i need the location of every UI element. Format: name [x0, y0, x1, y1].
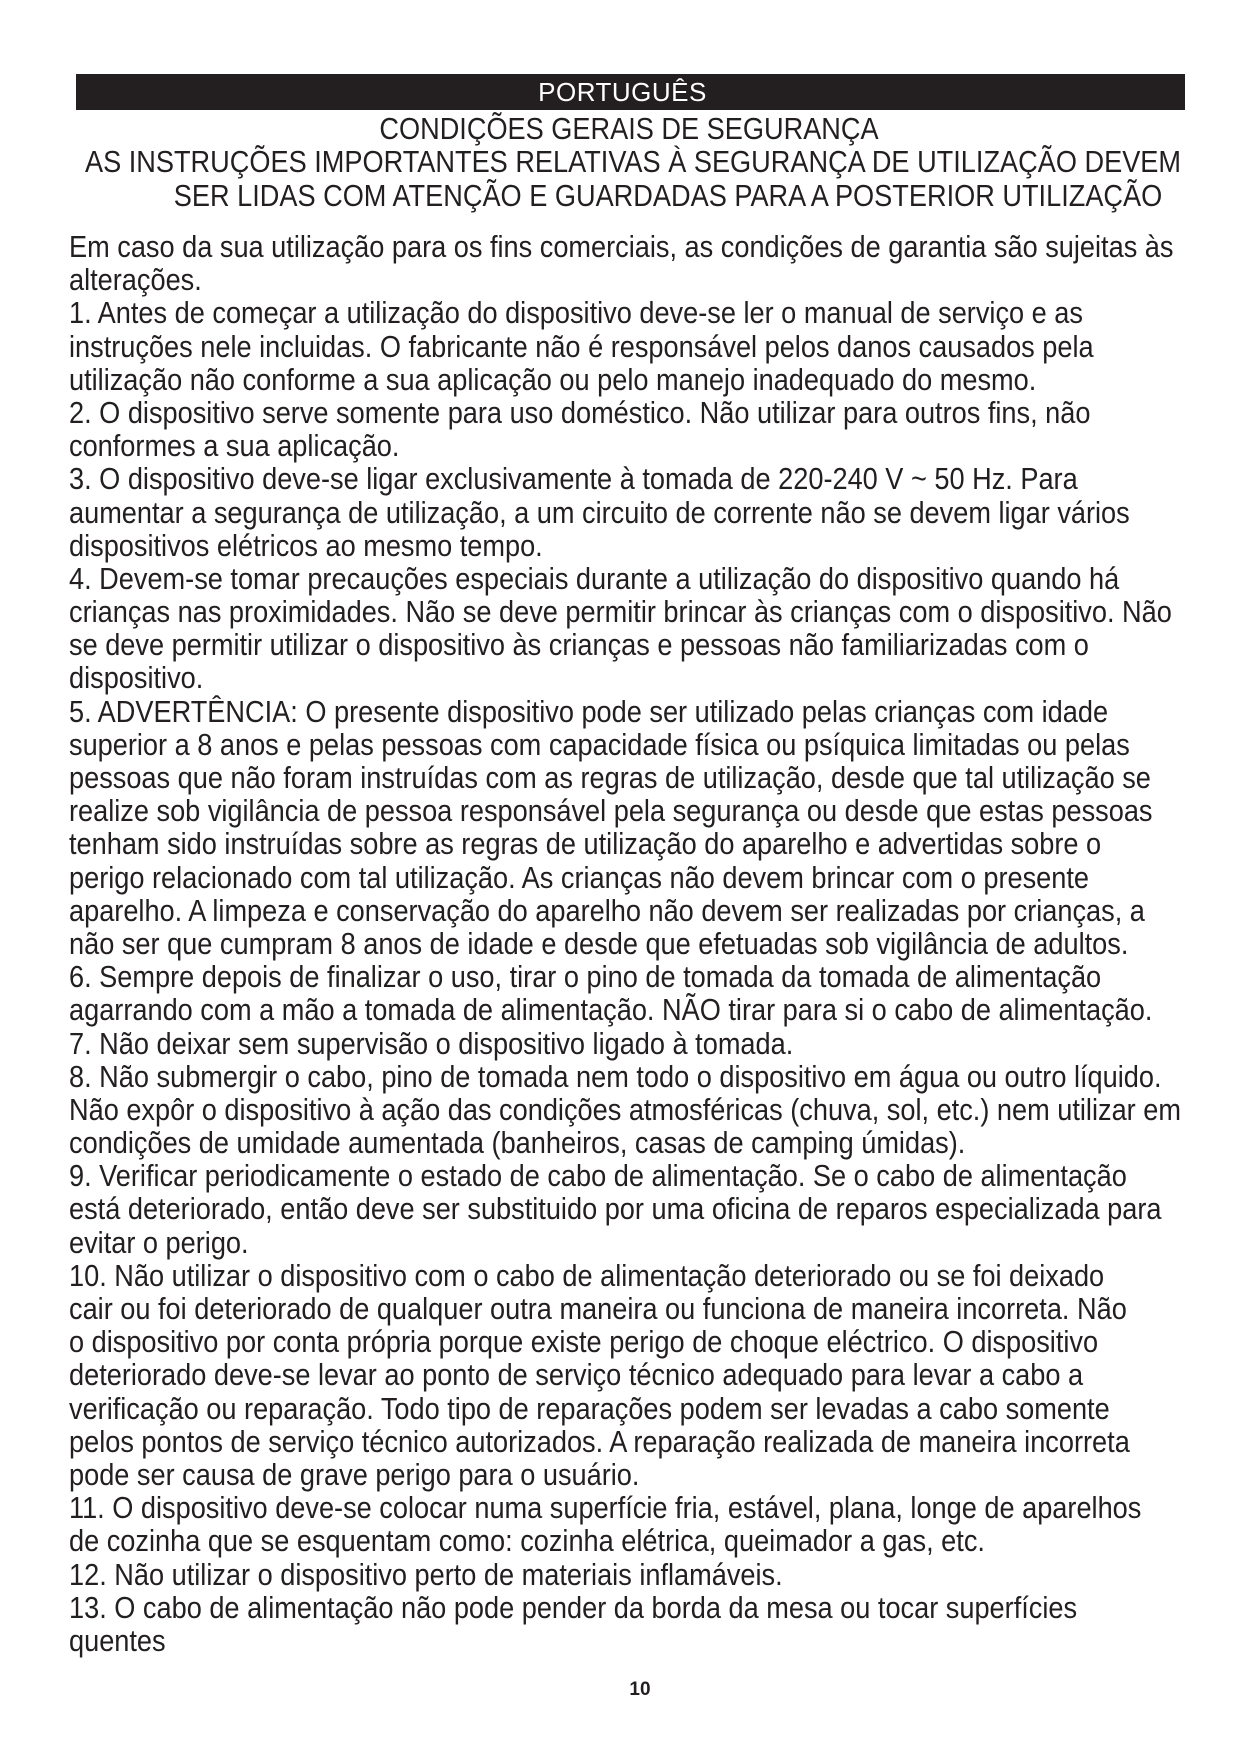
- safety-notice-line: AS INSTRUÇÕES IMPORTANTES RELATIVAS À SEGURANÇA DE UTILIZAÇÃO DEVEM: [84, 145, 1182, 179]
- text-line: aumentar a segurança de utilização, a um circuito de corrente não se devem ligar vários: [69, 495, 1130, 530]
- text-line: 8. Não submergir o cabo, pino de tomada nem todo o dispositivo em água ou outro líquido.: [69, 1059, 1162, 1094]
- text-line: crianças nas proximidades. Não se deve permitir brincar às crianças com o dispositivo. Não: [69, 595, 1172, 630]
- safety-item-6: [69, 961, 1189, 1027]
- text-line: 7. Não deixar sem supervisão o dispositivo ligado à tomada.: [69, 1026, 794, 1061]
- text-line: utilização não conforme a sua aplicação ou pelo manejo inadequado do mesmo.: [69, 362, 1037, 397]
- text-line: pessoas que não foram instruídas com as regras de utilização, desde que tal utilização se: [69, 761, 1151, 795]
- text-line: Não expôr o dispositivo à ação das condições atmosféricas (chuva, sol, etc.) nem utilizar em: [69, 1092, 1181, 1127]
- safety-item-9: [69, 1160, 1189, 1260]
- text-line: perigo relacionado com tal utilização. As crianças não devem brincar com o presente: [69, 860, 1089, 895]
- text-line: 2. O dispositivo serve somente para uso doméstico. Não utilizar para outros fins, não: [69, 395, 1091, 430]
- safety-item-5: [69, 696, 1189, 962]
- text-line: alterações.: [69, 263, 202, 298]
- text-line: pode ser causa de grave perigo para o usuário.: [69, 1457, 640, 1492]
- text-line: superior a 8 anos e pelas pessoas com capacidade física ou psíquica limitadas ou pelas: [69, 727, 1130, 762]
- text-line: cair ou foi deteriorado de qualquer outra maneira ou funciona de maneira incorreta. Não: [69, 1292, 1127, 1326]
- text-line: 10. Não utilizar o dispositivo com o cabo de alimentação deteriorado ou se foi deixado: [69, 1258, 1105, 1293]
- text-line: 6. Sempre depois de finalizar o uso, tirar o pino de tomada da tomada de alimentação: [69, 960, 1102, 995]
- text-line: 5. ADVERTÊNCIA: O presente dispositivo pode ser utilizado pelas crianças com idade: [69, 694, 1109, 729]
- text-line: Em caso da sua utilização para os fins comerciais, as condições de garantia são sujeitas às: [69, 230, 1174, 264]
- text-line: pelos pontos de serviço técnico autorizados. A reparação realizada de maneira incorreta: [69, 1424, 1130, 1459]
- text-line: 13. O cabo de alimentação não pode pender da borda da mesa ou tocar superfícies: [69, 1590, 1078, 1625]
- intro-paragraph: [69, 231, 1189, 297]
- safety-item-12: [69, 1559, 1189, 1592]
- text-line: não ser que cumpram 8 anos de idade e desde que efetuadas sob vigilância de adultos.: [69, 926, 1129, 961]
- text-line: realize sob vigilância de pessoa responsável pela segurança ou desde que estas pessoas: [69, 794, 1153, 829]
- safety-item-4: [69, 563, 1189, 696]
- safety-item-7: [69, 1028, 1189, 1061]
- text-line: aparelho. A limpeza e conservação do aparelho não devem ser realizadas por crianças, a: [69, 893, 1145, 928]
- safety-item-11: [69, 1492, 1189, 1558]
- text-line: agarrando com a mão a tomada de alimentação. NÃO tirar para si o cabo de alimentação.: [69, 993, 1153, 1028]
- text-line: está deteriorado, então deve ser substituido por uma oficina de reparos especializada para: [69, 1192, 1162, 1227]
- text-line: deteriorado deve-se levar ao ponto de serviço técnico adequado para levar a cabo a: [69, 1358, 1084, 1393]
- section-heading: CONDIÇÕES GERAIS DE SEGURANÇA: [379, 112, 879, 146]
- text-line: 1. Antes de começar a utilização do dispositivo deve-se ler o manual de serviço e as: [69, 296, 1083, 331]
- text-line: 12. Não utilizar o dispositivo perto de materiais inflamáveis.: [69, 1557, 783, 1592]
- text-line: quentes: [69, 1623, 166, 1658]
- safety-item-8: [69, 1061, 1189, 1161]
- text-line: verificação ou reparação. Todo tipo de reparações podem ser levadas a cabo somente: [69, 1391, 1110, 1426]
- text-line: conformes a sua aplicação.: [69, 429, 400, 464]
- text-line: dispositivo.: [69, 661, 204, 696]
- text-line: condições de umidade aumentada (banheiros, casas de camping úmidas).: [69, 1126, 966, 1161]
- safety-item-2: [69, 397, 1189, 463]
- text-line: evitar o perigo.: [69, 1225, 249, 1260]
- safety-instructions-body: [69, 231, 1189, 1658]
- safety-item-1: [69, 297, 1189, 397]
- text-line: instruções nele incluidas. O fabricante não é responsável pelos danos causados pela: [69, 329, 1094, 364]
- text-line: 9. Verificar periodicamente o estado de cabo de alimentação. Se o cabo de alimentação: [69, 1159, 1127, 1194]
- page-number: 10: [629, 1679, 651, 1700]
- text-line: 3. O dispositivo deve-se ligar exclusivamente à tomada de 220-240 V ~ 50 Hz. Para: [69, 462, 1078, 497]
- safety-notice-line: SER LIDAS COM ATENÇÃO E GUARDADAS PARA A POSTERIOR UTILIZAÇÃO: [173, 179, 1163, 213]
- safety-item-13: [69, 1592, 1189, 1658]
- text-line: se deve permitir utilizar o dispositivo às crianças e pessoas não familiarizadas com o: [69, 628, 1089, 663]
- text-line: o dispositivo por conta própria porque existe perigo de choque eléctrico. O dispositivo: [69, 1325, 1099, 1360]
- safety-item-3: [69, 463, 1189, 563]
- text-line: de cozinha que se esquentam como: cozinha elétrica, queimador a gas, etc.: [69, 1524, 985, 1559]
- text-line: 11. O dispositivo deve-se colocar numa superfície fria, estável, plana, longe de aparelhos: [69, 1491, 1142, 1526]
- safety-item-10: [69, 1260, 1189, 1492]
- language-header-bar: [76, 74, 1185, 110]
- text-line: tenham sido instruídas sobre as regras de utilização do aparelho e advertidas sobre o: [69, 827, 1102, 862]
- text-line: dispositivos elétricos ao mesmo tempo.: [69, 528, 543, 563]
- language-label: PORTUGUÊS: [538, 77, 707, 107]
- text-line: 4. Devem-se tomar precauções especiais durante a utilização do dispositivo quando há: [69, 561, 1120, 596]
